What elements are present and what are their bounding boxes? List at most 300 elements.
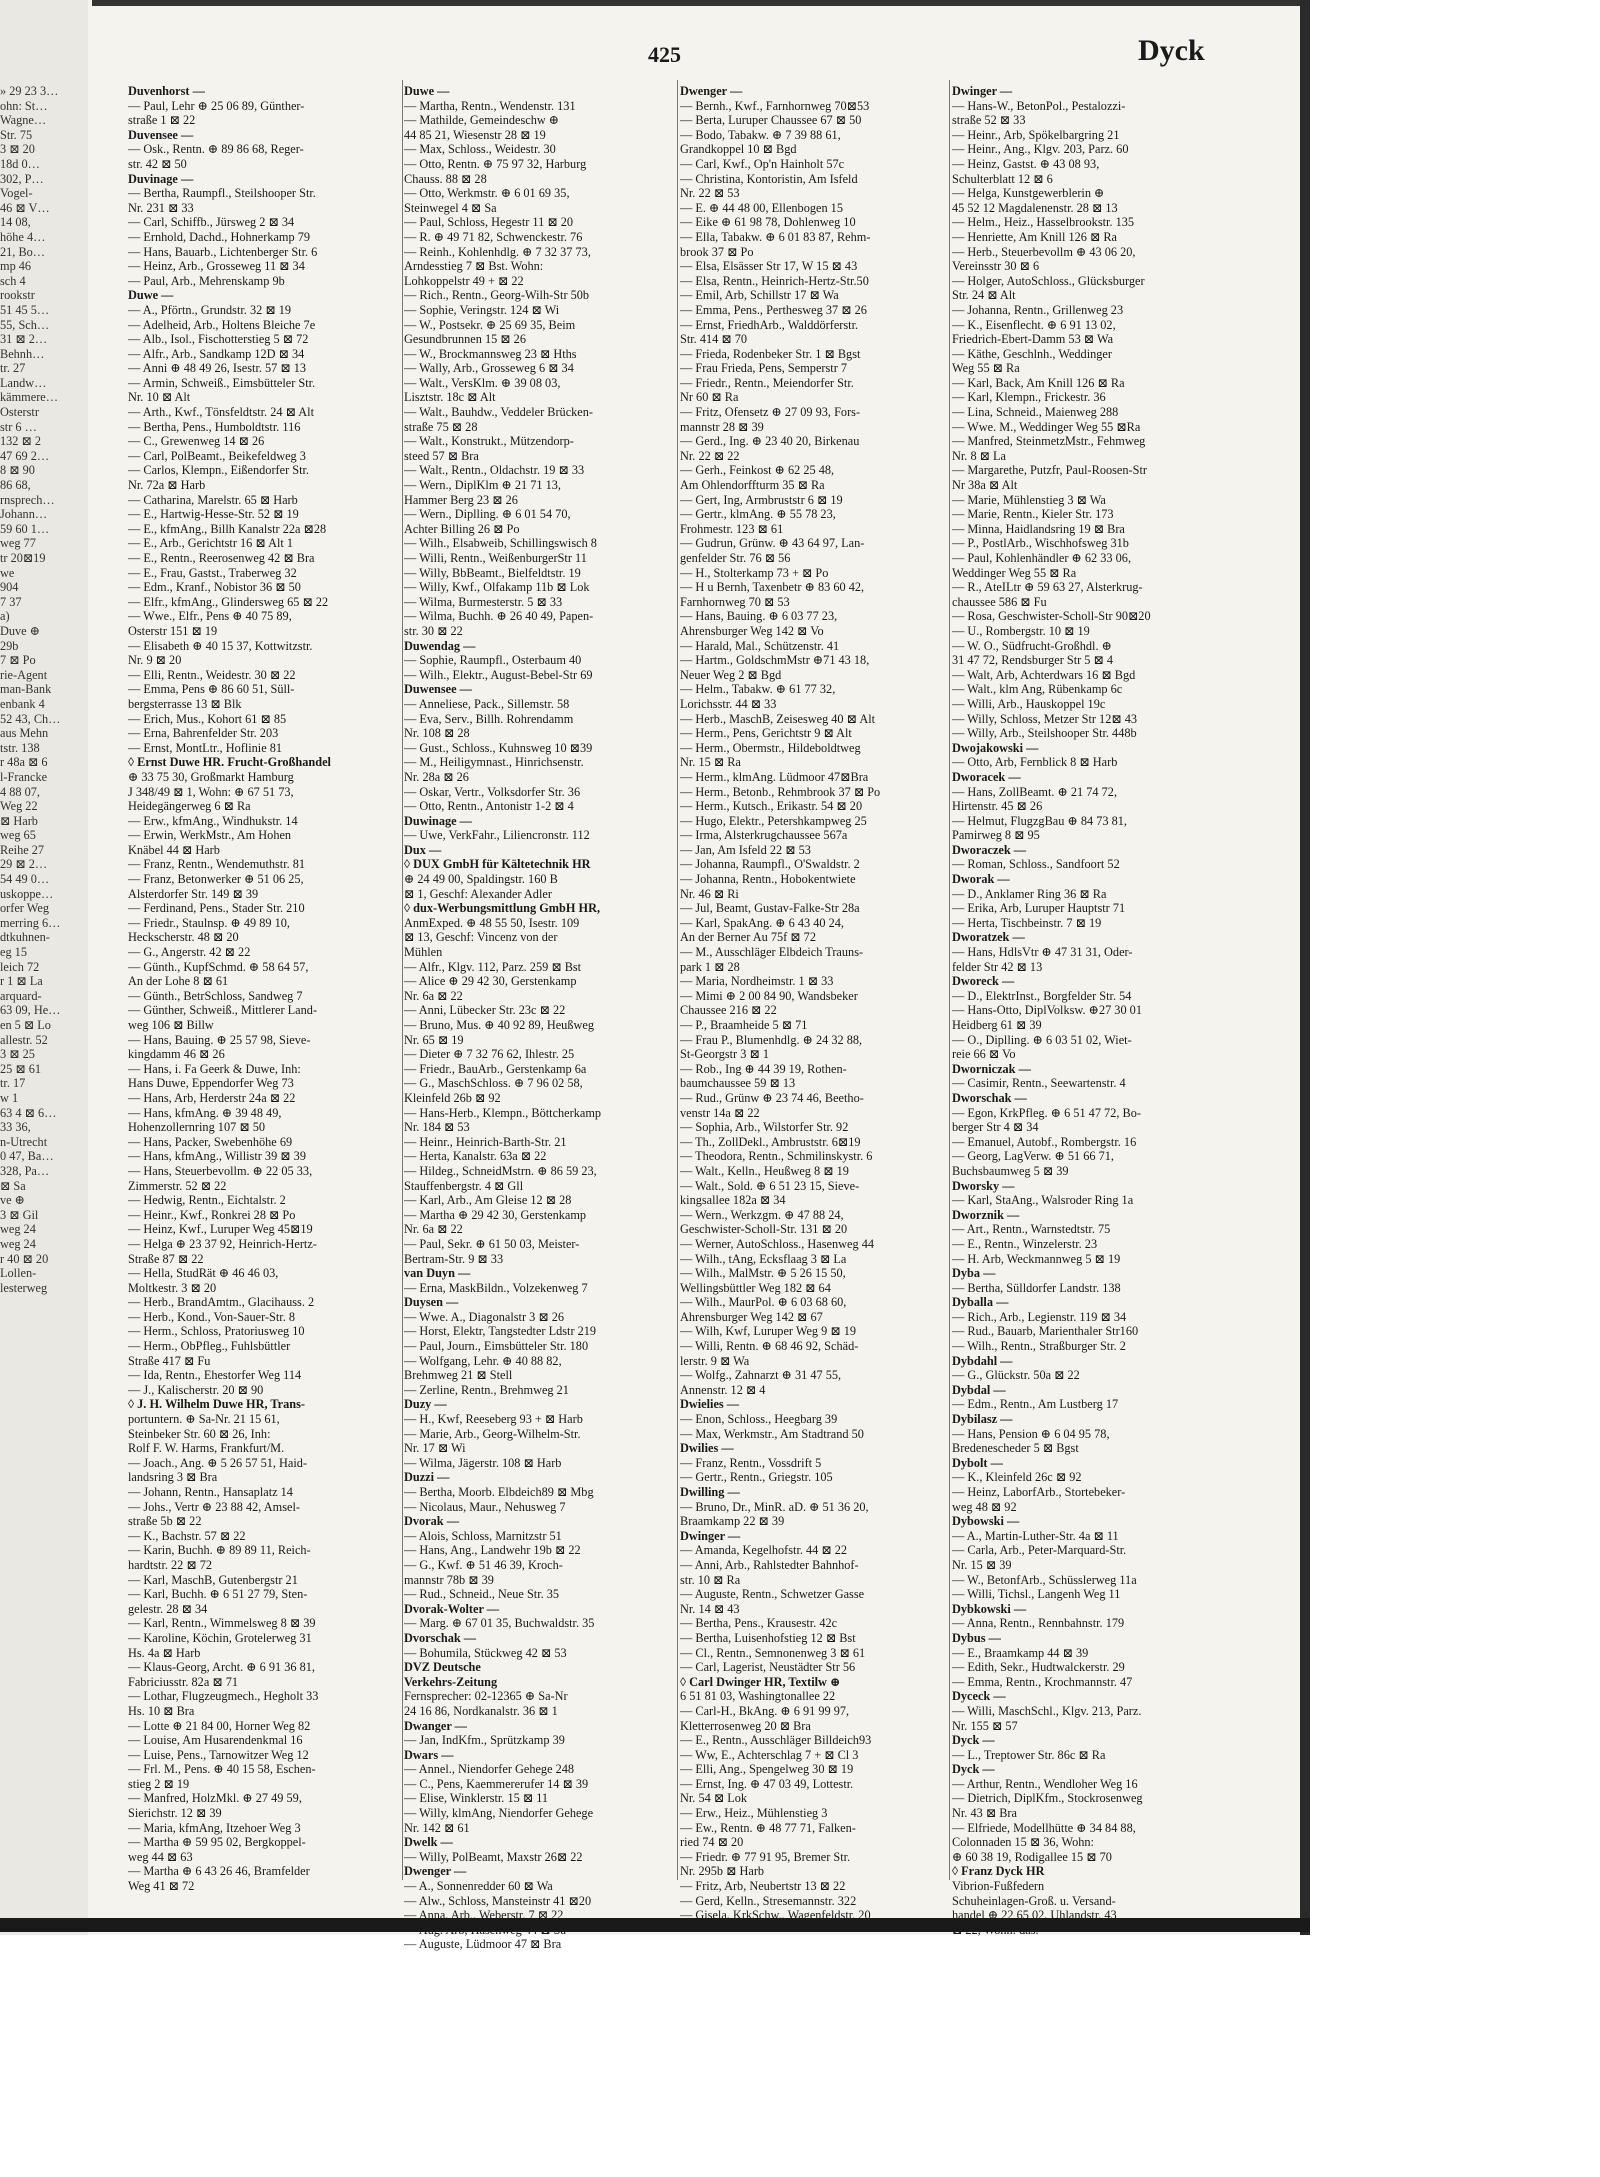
fragment-line: 8 ⊠ 90 bbox=[0, 463, 35, 478]
directory-entry-line: — Gerd., Ing. ⊕ 23 40 20, Birkenau bbox=[680, 434, 860, 449]
fragment-line: ⊠ Sa bbox=[0, 1178, 26, 1193]
fragment-line: aus Mehn bbox=[0, 726, 49, 741]
directory-entry-line: park 1 ⊠ 28 bbox=[680, 959, 740, 974]
fragment-line: Wagne… bbox=[0, 113, 47, 128]
directory-entry-line: — Horst, Elektr, Tangstedter Ldstr 219 bbox=[404, 1324, 597, 1339]
directory-entry-line: Str. 24 ⊠ Alt bbox=[952, 288, 1016, 303]
directory-entry-line: — Erna, Bahrenfelder Str. 203 bbox=[128, 726, 279, 741]
directory-entry-line: — Bertha, Pens., Humboldtstr. 116 bbox=[128, 419, 301, 434]
directory-entry-line: — Hans-Otto, DiplVolksw. ⊕27 30 01 bbox=[952, 1003, 1142, 1018]
directory-entry-line: Dybowski — bbox=[952, 1514, 1020, 1529]
directory-entry-line: — Franz, Rentn., Vossdrift 5 bbox=[680, 1455, 822, 1470]
directory-entry-line: — U., Rombergstr. 10 ⊠ 19 bbox=[952, 623, 1090, 638]
directory-entry-line: — Gisela, KrkSchw., Wagenfeldstr. 20 bbox=[680, 1908, 871, 1923]
directory-entry-line: Weg 55 ⊠ Ra bbox=[952, 361, 1020, 376]
directory-entry-line: Steinbeker Str. 60 ⊠ 26, Inh: bbox=[128, 1426, 271, 1441]
directory-entry-line: Hirtenstr. 45 ⊠ 26 bbox=[952, 799, 1043, 814]
directory-entry-line: — Helm., Tabakw. ⊕ 61 77 32, bbox=[680, 682, 836, 697]
directory-entry-line: — Erich, Mus., Kohort 61 ⊠ 85 bbox=[128, 711, 287, 726]
directory-entry-line: Dwinger — bbox=[952, 84, 1013, 98]
directory-entry-line: — D., Anklamer Ring 36 ⊠ Ra bbox=[952, 886, 1107, 901]
directory-entry-line: Buchsbaumweg 5 ⊠ 39 bbox=[952, 1163, 1069, 1178]
directory-entry-line: Bertram-Str. 9 ⊠ 33 bbox=[404, 1251, 504, 1266]
directory-entry-line: — Bertha, Pens., Krausestr. 42c bbox=[680, 1616, 838, 1631]
directory-entry-line: — M., Heiligymnast., Hinrichsenstr. bbox=[404, 755, 584, 770]
directory-entry-line: Bredenescheder 5 ⊠ Bgst bbox=[952, 1441, 1079, 1456]
directory-entry-line: — Frieda, Rodenbeker Str. 1 ⊠ Bgst bbox=[680, 346, 861, 361]
directory-entry-line: Schulterblatt 12 ⊠ 6 bbox=[952, 171, 1053, 186]
directory-entry-line: Dwilies — bbox=[680, 1441, 734, 1456]
directory-entry-line: — Anneliese, Pack., Sillemstr. 58 bbox=[404, 696, 570, 711]
directory-entry-line: — Wolfgang, Lehr. ⊕ 40 88 82, bbox=[404, 1353, 562, 1368]
directory-entry-line: — Luise, Pens., Tarnowitzer Weg 12 bbox=[128, 1747, 309, 1762]
column-rule bbox=[949, 80, 950, 1880]
directory-entry-line: — Willy, PolBeamt, Maxstr 26⊠ 22 bbox=[404, 1849, 583, 1864]
directory-entry-line: An der Lohe 8 ⊠ 61 bbox=[128, 974, 229, 989]
directory-entry-line: — E., kfmAng., Billh Kanalstr 22a ⊠28 bbox=[128, 521, 327, 536]
directory-entry-line: Nr. 8 ⊠ La bbox=[952, 448, 1007, 463]
directory-entry-line: Duvenhorst — bbox=[128, 84, 205, 98]
fragment-line: tr. 27 bbox=[0, 361, 26, 376]
directory-entry-line: — Elli, Ang., Spengelweg 30 ⊠ 19 bbox=[680, 1762, 854, 1777]
directory-entry-line: — Ferdinand, Pens., Stader Str. 210 bbox=[128, 901, 305, 916]
directory-entry-line: Fabriciusstr. 82a ⊠ 71 bbox=[128, 1674, 239, 1689]
directory-entry-line: Vibrion-Fußfedern bbox=[952, 1879, 1045, 1894]
directory-entry-line: ried 74 ⊠ 20 bbox=[680, 1835, 744, 1850]
directory-entry-line: ⊠ 22, Wohn: das. bbox=[952, 1922, 1039, 1937]
directory-entry-line: — Gert, Ing, Armbruststr 6 ⊠ 19 bbox=[680, 492, 843, 507]
directory-entry-line: — Maria, Nordheimstr. 1 ⊠ 33 bbox=[680, 974, 834, 989]
directory-entry-line: Dworniczak — bbox=[952, 1061, 1031, 1076]
directory-entry-line: ◊ Carl Dwinger HR, Textilw ⊕ bbox=[680, 1674, 841, 1689]
fragment-line: rie-Agent bbox=[0, 667, 48, 682]
directory-entry-line: — Erika, Arb, Luruper Hauptstr 71 bbox=[952, 901, 1126, 916]
directory-entry-line: gelestr. 28 ⊠ 34 bbox=[128, 1601, 208, 1616]
directory-entry-line: — E., Frau, Gastst., Traberweg 32 bbox=[128, 565, 297, 580]
fragment-line: ⊠ Harb bbox=[0, 813, 38, 828]
directory-entry-line: ◊ DUX GmbH für Kältetechnik HR bbox=[404, 857, 591, 872]
running-head: Dyck bbox=[1138, 34, 1205, 67]
fragment-line: arquard- bbox=[0, 988, 42, 1003]
directory-entry-line: — Frl. M., Pens. ⊕ 40 15 58, Eschen- bbox=[128, 1762, 316, 1777]
directory-entry-line: Nr 38a ⊠ Alt bbox=[952, 478, 1018, 493]
directory-entry-line: reie 66 ⊠ Vo bbox=[952, 1047, 1016, 1062]
directory-entry-line: — Herm., Schloss, Pratoriusweg 10 bbox=[128, 1324, 305, 1339]
directory-entry-line: — Rud., Schneid., Neue Str. 35 bbox=[404, 1587, 560, 1602]
directory-entry-line: — O., Diplling. ⊕ 6 03 51 02, Wiet- bbox=[952, 1032, 1132, 1047]
directory-entry-line: — Lina, Schneid., Maienweg 288 bbox=[952, 405, 1119, 420]
directory-entry-line: — Herm., Kutsch., Erikastr. 54 ⊠ 20 bbox=[680, 799, 863, 814]
directory-entry-line: — C., Grewenweg 14 ⊠ 26 bbox=[128, 434, 265, 449]
directory-entry-line: — Elsa, Elsässer Str 17, W 15 ⊠ 43 bbox=[680, 259, 858, 274]
directory-entry-line: — W., BetonfArb., Schüsslerweg 11a bbox=[952, 1572, 1137, 1587]
directory-entry-line: — Ew., Rentn. ⊕ 48 77 71, Falken- bbox=[680, 1820, 856, 1835]
fragment-line: Landw… bbox=[0, 375, 47, 390]
directory-entry-line: — Karl, Buchh. ⊕ 6 51 27 79, Sten- bbox=[128, 1587, 308, 1602]
directory-entry-line: Weddinger Weg 55 ⊠ Ra bbox=[952, 565, 1077, 580]
directory-entry-line: — G., MaschSchloss. ⊕ 7 96 02 58, bbox=[404, 1076, 583, 1091]
directory-entry-line: — H., Stolterkamp 73 + ⊠ Po bbox=[680, 565, 829, 580]
directory-entry-line: — Bohumila, Stückweg 42 ⊠ 53 bbox=[404, 1645, 567, 1660]
directory-entry-line: — Walt., Rentn., Oldachstr. 19 ⊠ 33 bbox=[404, 463, 585, 478]
directory-entry-line: — Heinz, Kwf., Luruper Weg 45⊠19 bbox=[128, 1222, 313, 1237]
directory-entry-line: — E., Braamkamp 44 ⊠ 39 bbox=[952, 1645, 1089, 1660]
directory-entry-line: Dwilling — bbox=[680, 1485, 740, 1499]
directory-entry-line: Dybus — bbox=[952, 1630, 1001, 1645]
directory-entry-line: — Alfr., Arb., Sandkamp 12D ⊠ 34 bbox=[128, 346, 305, 361]
directory-entry-line: — Willi, Rentn. ⊕ 68 46 92, Schäd- bbox=[680, 1339, 859, 1354]
fragment-line: 47 69 2… bbox=[0, 448, 50, 463]
directory-entry-line: — Wern., Diplling. ⊕ 6 01 54 70, bbox=[404, 507, 571, 522]
directory-entry-line: 31 47 72, Rendsburger Str 5 ⊠ 4 bbox=[952, 653, 1114, 668]
directory-entry-line: — Günth., KupfSchmd. ⊕ 58 64 57, bbox=[128, 959, 309, 974]
directory-entry-line: — Elli, Rentn., Weidestr. 30 ⊠ 22 bbox=[128, 667, 296, 682]
directory-entry-line: — P., Braamheide 5 ⊠ 71 bbox=[680, 1018, 808, 1032]
directory-entry-line: — Roman, Schloss., Sandfoort 52 bbox=[952, 857, 1120, 872]
directory-entry-line: — Cl., Rentn., Semnonenweg 3 ⊠ 61 bbox=[680, 1645, 866, 1660]
directory-entry-line: — Rob., Ing ⊕ 44 39 19, Rothen- bbox=[680, 1061, 847, 1076]
directory-entry-line: — Catharina, Marelstr. 65 ⊠ Harb bbox=[128, 492, 298, 507]
directory-entry-line: Nr. 14 ⊠ 43 bbox=[680, 1601, 740, 1616]
directory-entry-line: — Walt., Konstrukt., Mützendorp- bbox=[404, 434, 574, 449]
directory-entry-line: — Edm., Rentn., Am Lustberg 17 bbox=[952, 1397, 1119, 1412]
directory-entry-line: — Hella, StudRät ⊕ 46 46 03, bbox=[128, 1266, 279, 1281]
directory-entry-line: — Uwe, VerkFahr., Liliencronstr. 112 bbox=[404, 828, 590, 843]
directory-entry-line: — Hans, Steuerbevollm. ⊕ 22 05 33, bbox=[128, 1163, 313, 1178]
directory-entry-line: van Duyn — bbox=[404, 1266, 471, 1281]
directory-entry-line: — Wilma, Buchh. ⊕ 26 40 49, Papen- bbox=[404, 609, 594, 624]
fragment-line: 7 37 bbox=[0, 594, 22, 609]
directory-entry-line: str. 30 ⊠ 22 bbox=[404, 623, 463, 638]
directory-entry-line: — Walt, Arb, Achterdwars 16 ⊠ Bgd bbox=[952, 667, 1136, 682]
directory-entry-line: kingsallee 182a ⊠ 34 bbox=[680, 1193, 786, 1208]
directory-entry-line: Nr. 22 ⊠ 22 bbox=[680, 448, 740, 463]
directory-entry-line: — Herm., Obermstr., Hildeboldtweg bbox=[680, 740, 861, 755]
directory-entry-line: venstr 14a ⊠ 22 bbox=[680, 1105, 760, 1120]
directory-entry-line: Verkehrs-Zeitung bbox=[404, 1674, 498, 1689]
directory-entry-line: — Auguste, Lüdmoor 47 ⊠ Bra bbox=[404, 1937, 562, 1952]
column-rule bbox=[677, 80, 678, 1880]
directory-entry-line: — Gerh., Feinkost ⊕ 62 25 48, bbox=[680, 463, 835, 478]
fragment-line: 29 ⊠ 2… bbox=[0, 857, 48, 872]
directory-entry-line: — Hedwig, Rentn., Eichtalstr. 2 bbox=[128, 1193, 286, 1208]
fragment-line: 86 68, bbox=[0, 478, 31, 493]
fragment-line: a) bbox=[0, 609, 10, 624]
directory-entry-line: — Wwe., Elfr., Pens ⊕ 40 75 89, bbox=[128, 609, 292, 624]
directory-column-4 bbox=[952, 84, 1242, 1937]
directory-entry-line: — Heinr., Heinrich-Barth-Str. 21 bbox=[404, 1134, 567, 1149]
directory-entry-line: — Holger, AutoSchloss., Glücksburger bbox=[952, 273, 1145, 288]
directory-entry-line: — Bodo, Tabakw. ⊕ 7 39 88 61, bbox=[680, 127, 841, 142]
directory-entry-line: — Dieter ⊕ 7 32 76 62, Ihlestr. 25 bbox=[404, 1047, 575, 1062]
directory-entry-line: — Frau P., Blumenhdlg. ⊕ 24 32 88, bbox=[680, 1032, 863, 1047]
directory-entry-line: — Ernst, MontLtr., Hoflinie 81 bbox=[128, 740, 283, 755]
directory-entry-line: — Louise, Am Husarendenkmal 16 bbox=[128, 1733, 303, 1748]
directory-entry-line: Nr. 231 ⊠ 33 bbox=[128, 200, 194, 215]
directory-entry-line: Ahrensburger Weg 142 ⊠ Vo bbox=[680, 623, 824, 638]
fragment-line: Weg 22 bbox=[0, 799, 38, 814]
directory-entry-line: Heidberg 61 ⊠ 39 bbox=[952, 1018, 1042, 1032]
directory-entry-line: — Anni ⊕ 48 49 26, Isestr. 57 ⊠ 13 bbox=[128, 361, 307, 376]
directory-entry-line: — L., Treptower Str. 86c ⊠ Ra bbox=[952, 1747, 1106, 1762]
directory-entry-line: — Christina, Kontoristin, Am Isfeld bbox=[680, 171, 858, 186]
directory-entry-line: — Mimi ⊕ 2 00 84 90, Wandsbeker bbox=[680, 988, 858, 1003]
directory-entry-line: — Rich., Arb., Legienstr. 119 ⊠ 34 bbox=[952, 1309, 1127, 1324]
directory-entry-line: — K., Bachstr. 57 ⊠ 22 bbox=[128, 1528, 246, 1543]
fragment-line: weg 65 bbox=[0, 828, 36, 843]
directory-entry-line: — Gerd, Kelln., Stresemannstr. 322 bbox=[680, 1893, 857, 1908]
directory-entry-line: — Herb., Steuerbevollm ⊕ 43 06 20, bbox=[952, 244, 1136, 259]
directory-entry-line: — Heinz, Gastst. ⊕ 43 08 93, bbox=[952, 156, 1100, 171]
fragment-line: 3 ⊠ Gil bbox=[0, 1207, 39, 1222]
directory-entry-line: — Willy, Kwf., Olfakamp 11b ⊠ Lok bbox=[404, 580, 590, 595]
page-top-edge bbox=[92, 0, 1302, 6]
directory-entry-line: — W. O., Südfrucht-Großhdl. ⊕ bbox=[952, 638, 1112, 653]
directory-entry-line: — Lothar, Flugzeugmech., Hegholt 33 bbox=[128, 1689, 319, 1704]
directory-entry-line: — Amanda, Kegelhofstr. 44 ⊠ 22 bbox=[680, 1543, 848, 1558]
directory-entry-line: — Paul, Lehr ⊕ 25 06 89, Günther- bbox=[128, 98, 305, 113]
directory-entry-line: — Bruno, Dr., MinR. aD. ⊕ 51 36 20, bbox=[680, 1499, 869, 1514]
directory-entry-line: — Minna, Haidlandsring 19 ⊠ Bra bbox=[952, 521, 1125, 536]
directory-entry-line: — Johanna, Rentn., Grillenweg 23 bbox=[952, 302, 1124, 317]
fragment-line: tr. 17 bbox=[0, 1076, 26, 1091]
page-number: 425 bbox=[648, 42, 681, 67]
directory-entry-line: — Gudrun, Grünw. ⊕ 43 64 97, Lan- bbox=[680, 536, 865, 551]
directory-entry-line: Rolf F. W. Harms, Frankfurt/M. bbox=[128, 1441, 285, 1456]
directory-entry-line: — Emma, Pens., Perthesweg 37 ⊠ 26 bbox=[680, 302, 867, 317]
directory-entry-line: — Walt., VersKlm. ⊕ 39 08 03, bbox=[404, 375, 561, 390]
directory-entry-line: — Paul, Journ., Eimsbütteler Str. 180 bbox=[404, 1339, 589, 1354]
directory-entry-line: Pamirweg 8 ⊠ 95 bbox=[952, 828, 1040, 843]
directory-entry-line: Achter Billing 26 ⊠ Po bbox=[404, 521, 520, 536]
directory-entry-line: Geschwister-Scholl-Str. 131 ⊠ 20 bbox=[680, 1222, 848, 1237]
directory-entry-line: Straße 417 ⊠ Fu bbox=[128, 1353, 211, 1368]
directory-entry-line: — Wilh., Elsabweib, Schillingswisch 8 bbox=[404, 536, 597, 551]
directory-entry-line: — Ernhold, Dachd., Hohnerkamp 79 bbox=[128, 229, 311, 244]
directory-entry-line: Dvorschak — bbox=[404, 1630, 477, 1645]
directory-entry-line: Nr. 9 ⊠ 20 bbox=[128, 653, 182, 668]
fragment-line: 51 45 5… bbox=[0, 302, 50, 317]
directory-entry-line: — Herb., MaschB, Zeisesweg 40 ⊠ Alt bbox=[680, 711, 876, 726]
directory-entry-line: — Franz, Rentn., Wendemuthstr. 81 bbox=[128, 857, 306, 872]
directory-entry-line: J 348/49 ⊠ 1, Wohn: ⊕ 67 51 73, bbox=[128, 784, 294, 799]
directory-entry-line: kingdamm 46 ⊠ 26 bbox=[128, 1047, 225, 1062]
fragment-line: r 40 ⊠ 20 bbox=[0, 1251, 49, 1266]
directory-entry-line: mannstr 78b ⊠ 39 bbox=[404, 1572, 494, 1587]
directory-entry-line: — H. Arb, Weckmannweg 5 ⊠ 19 bbox=[952, 1251, 1121, 1266]
directory-entry-line: — Marie, Rentn., Kieler Str. 173 bbox=[952, 507, 1114, 522]
directory-entry-line: — Paul, Sekr. ⊕ 61 50 03, Meister- bbox=[404, 1236, 580, 1251]
directory-entry-line: — Walt., Bauhdw., Veddeler Brücken- bbox=[404, 405, 593, 420]
directory-entry-line: — Zerline, Rentn., Brehmweg 21 bbox=[404, 1382, 569, 1397]
directory-entry-line: — Karl, MaschB, Gutenbergstr 21 bbox=[128, 1572, 298, 1587]
directory-entry-line: — Hans, kfmAng., Willistr 39 ⊠ 39 bbox=[128, 1149, 306, 1164]
directory-entry-line: Hs. 10 ⊠ Bra bbox=[128, 1703, 195, 1718]
directory-entry-line: — Martha, Rentn., Wendenstr. 131 bbox=[404, 98, 576, 113]
directory-entry-line: Hammer Berg 23 ⊠ 26 bbox=[404, 492, 518, 507]
directory-entry-line: felder Str 42 ⊠ 13 bbox=[952, 959, 1043, 974]
directory-entry-line: — Emanuel, Autobf., Rombergstr. 16 bbox=[952, 1134, 1137, 1149]
directory-entry-line: — Enon, Schloss., Heegbarg 39 bbox=[680, 1412, 838, 1427]
fragment-line: enbank 4 bbox=[0, 696, 45, 711]
directory-entry-line: Duysen — bbox=[404, 1295, 459, 1310]
directory-entry-line: Moltkestr. 3 ⊠ 20 bbox=[128, 1280, 217, 1295]
directory-entry-line: Brehmweg 21 ⊠ Stell bbox=[404, 1368, 513, 1383]
directory-entry-line: — Wwe. A., Diagonalstr 3 ⊠ 26 bbox=[404, 1309, 565, 1324]
directory-entry-line: — Hans, Arb, Herderstr 24a ⊠ 22 bbox=[128, 1090, 296, 1105]
directory-entry-line: — Willy, Schloss, Metzer Str 12⊠ 43 bbox=[952, 711, 1138, 726]
directory-entry-line: — Herm., ObPfleg., Fuhlsbüttler bbox=[128, 1339, 291, 1354]
directory-entry-line: — Werner, AutoSchloss., Hasenweg 44 bbox=[680, 1236, 874, 1251]
directory-entry-line: Duwe — bbox=[128, 288, 174, 303]
directory-entry-line: stieg 2 ⊠ 19 bbox=[128, 1776, 190, 1791]
fragment-line: 0 47, Ba… bbox=[0, 1149, 54, 1164]
directory-entry-line: Nr. 72a ⊠ Harb bbox=[128, 478, 206, 493]
directory-entry-line: — Eike ⊕ 61 98 78, Dohlenweg 10 bbox=[680, 215, 856, 230]
directory-entry-line: — Art., Rentn., Warnstedtstr. 75 bbox=[952, 1222, 1111, 1237]
directory-entry-line: ⊕ 24 49 00, Spaldingstr. 160 B bbox=[404, 872, 558, 887]
directory-entry-line: — Herm., Pens, Gerichtstr 9 ⊠ Alt bbox=[680, 726, 852, 741]
fragment-line: 4 88 07, bbox=[0, 784, 40, 799]
directory-entry-line: Nr. 155 ⊠ 57 bbox=[952, 1718, 1018, 1733]
directory-entry-line: — Martha ⊕ 29 42 30, Gerstenkamp bbox=[404, 1207, 587, 1222]
fragment-line: weg 24 bbox=[0, 1222, 36, 1237]
directory-entry-line: — G., Angerstr. 42 ⊠ 22 bbox=[128, 945, 251, 960]
directory-entry-line: — Elise, Winklerstr. 15 ⊠ 11 bbox=[404, 1791, 549, 1806]
fragment-line: r 48a ⊠ 6 bbox=[0, 755, 48, 770]
directory-entry-line: Chauss. 88 ⊠ 28 bbox=[404, 171, 487, 186]
directory-entry-line: — Annel., Niendorfer Gehege 248 bbox=[404, 1762, 575, 1777]
directory-entry-line: — Friedr., Rentn., Meiendorfer Str. bbox=[680, 375, 854, 390]
fragment-line: w 1 bbox=[0, 1090, 19, 1105]
directory-entry-line: — Walt., Kelln., Heußweg 8 ⊠ 19 bbox=[680, 1163, 849, 1178]
directory-entry-line: — A., Pförtn., Grundstr. 32 ⊠ 19 bbox=[128, 302, 291, 317]
directory-entry-line: — Aug. Arb, Hasenweg 44 ⊠ Sa bbox=[404, 1922, 566, 1937]
directory-entry-line: — Carl, PolBeamt., Beikefeldweg 3 bbox=[128, 448, 306, 463]
directory-entry-line: — H., Kwf, Reeseberg 93 + ⊠ Harb bbox=[404, 1412, 583, 1427]
directory-entry-line: — Willi, Arb., Hauskoppel 19c bbox=[952, 696, 1106, 711]
directory-entry-line: — Gust., Schloss., Kuhnsweg 10 ⊠39 bbox=[404, 740, 593, 755]
directory-entry-line: ◊ Ernst Duwe HR. Frucht-Großhandel bbox=[128, 755, 331, 770]
directory-entry-line: Farnhornweg 70 ⊠ 53 bbox=[680, 594, 790, 609]
directory-entry-line: — Herm., klmAng. Lüdmoor 47⊠Bra bbox=[680, 769, 869, 784]
directory-entry-line: Gesundbrunnen 15 ⊠ 26 bbox=[404, 332, 526, 347]
directory-entry-line: — Bertha, Sülldorfer Landstr. 138 bbox=[952, 1280, 1121, 1295]
directory-entry-line: — Hans, i. Fa Geerk & Duwe, Inh: bbox=[128, 1061, 301, 1076]
directory-entry-line: — Ww, E., Achterschlag 7 + ⊠ Cl 3 bbox=[680, 1747, 859, 1762]
directory-entry-line: — Mathilde, Gemeindeschw ⊕ bbox=[404, 113, 560, 128]
directory-entry-line: — Wilh., MaurPol. ⊕ 6 03 68 60, bbox=[680, 1295, 847, 1310]
fragment-line: höhe 4… bbox=[0, 229, 46, 244]
directory-entry-line: — Heinr., Kwf., Ronkrei 28 ⊠ Po bbox=[128, 1207, 296, 1222]
directory-entry-line: — Käthe, Geschlnh., Weddinger bbox=[952, 346, 1112, 361]
directory-entry-line: Dyck — bbox=[952, 1762, 995, 1777]
directory-entry-line: — Egon, KrkPfleg. ⊕ 6 51 47 72, Bo- bbox=[952, 1105, 1141, 1120]
directory-entry-line: ◊ J. H. Wilhelm Duwe HR, Trans- bbox=[128, 1397, 305, 1412]
directory-entry-line: Nr. 28a ⊠ 26 bbox=[404, 769, 469, 784]
directory-entry-line: — Ella, Tabakw. ⊕ 6 01 83 87, Rehm- bbox=[680, 229, 871, 244]
directory-entry-line: bergsterrasse 13 ⊠ Blk bbox=[128, 696, 242, 711]
directory-entry-line: Grandkoppel 10 ⊠ Bgd bbox=[680, 142, 797, 157]
directory-entry-line: — Hans, kfmAng. ⊕ 39 48 49, bbox=[128, 1105, 282, 1120]
directory-entry-line: — Jan, IndKfm., Sprützkamp 39 bbox=[404, 1733, 565, 1748]
directory-entry-line: Dworznik — bbox=[952, 1207, 1020, 1222]
directory-entry-line: — Wally, Arb., Grosseweg 6 ⊠ 34 bbox=[404, 361, 574, 376]
directory-entry-line: Dwenger — bbox=[404, 1864, 467, 1879]
fragment-line: Lollen- bbox=[0, 1266, 37, 1281]
directory-entry-line: — Erna, MaskBildn., Volzekenweg 7 bbox=[404, 1280, 588, 1295]
directory-entry-line: — Franz, Betonwerker ⊕ 51 06 25, bbox=[128, 872, 304, 887]
fragment-line: 63 4 ⊠ 6… bbox=[0, 1105, 57, 1120]
directory-entry-line: — Hans-W., BetonPol., Pestalozzi- bbox=[952, 98, 1126, 113]
directory-entry-line: — Wolfg., Zahnarzt ⊕ 31 47 55, bbox=[680, 1368, 842, 1383]
directory-entry-line: Dyba — bbox=[952, 1266, 996, 1281]
directory-entry-line: — Heinr., Ang., Klgv. 203, Parz. 60 bbox=[952, 142, 1129, 157]
directory-entry-line: — Emma, Pens ⊕ 86 60 51, Süll- bbox=[128, 682, 295, 697]
directory-entry-line: — Hans, Ang., Landwehr 19b ⊠ 22 bbox=[404, 1543, 581, 1558]
directory-entry-line: — Alb., Isol., Fischotterstieg 5 ⊠ 72 bbox=[128, 332, 309, 347]
directory-entry-line: Dvorak — bbox=[404, 1514, 459, 1529]
directory-entry-line: 45 52 12 Magdalenenstr. 28 ⊠ 13 bbox=[952, 200, 1118, 215]
directory-entry-line: — Erw., Heiz., Mühlenstieg 3 bbox=[680, 1806, 828, 1821]
fragment-line: 14 08, bbox=[0, 215, 31, 230]
directory-entry-line: — Frau Frieda, Pens, Semperstr 7 bbox=[680, 361, 848, 376]
directory-entry-line: — Sophia, Arb., Wilstorfer Str. 92 bbox=[680, 1120, 849, 1135]
directory-entry-line: berger Str 4 ⊠ 34 bbox=[952, 1120, 1039, 1135]
fragment-line: Reihe 27 bbox=[0, 842, 45, 857]
fragment-line: rnsprech… bbox=[0, 492, 55, 507]
directory-entry-line: Annenstr. 12 ⊠ 4 bbox=[680, 1382, 766, 1397]
directory-entry-line: — A., Martin-Luther-Str. 4a ⊠ 11 bbox=[952, 1528, 1119, 1543]
directory-entry-line: ◊ Franz Dyck HR bbox=[952, 1864, 1045, 1879]
directory-entry-line: ⊠ 1, Geschf: Alexander Adler bbox=[404, 886, 552, 901]
directory-entry-line: Dworatzek — bbox=[952, 930, 1025, 945]
fragment-line: 59 60 1… bbox=[0, 521, 50, 536]
directory-entry-line: — Alw., Schloss, Mansteinstr 41 ⊠20 bbox=[404, 1893, 592, 1908]
directory-entry-line: Dyballa — bbox=[952, 1295, 1009, 1310]
directory-entry-line: Dux — bbox=[404, 842, 442, 857]
directory-entry-line: straße 1 ⊠ 22 bbox=[128, 113, 196, 128]
directory-entry-line: — Hartm., GoldschmMstr ⊕71 43 18, bbox=[680, 653, 870, 668]
directory-entry-line: Hohenzollernring 107 ⊠ 50 bbox=[128, 1120, 266, 1135]
directory-entry-line: — Ernst, FriedhArb., Walddörferstr. bbox=[680, 317, 859, 332]
directory-entry-line: — Lotte ⊕ 21 84 00, Horner Weg 82 bbox=[128, 1718, 311, 1733]
directory-entry-line: — D., ElektrInst., Borgfelder Str. 54 bbox=[952, 988, 1132, 1003]
directory-entry-line: — Hans, Bauing. ⊕ 25 57 98, Sieve- bbox=[128, 1032, 311, 1047]
directory-entry-line: — Günth., BetrSchloss, Sandweg 7 bbox=[128, 988, 303, 1003]
directory-entry-line: Kleinfeld 26b ⊠ 92 bbox=[404, 1090, 501, 1105]
directory-entry-line: — Martha ⊕ 6 43 26 46, Bramfelder bbox=[128, 1864, 310, 1879]
directory-entry-line: — Carl, Lagerist, Neustädter Str 56 bbox=[680, 1660, 856, 1675]
directory-entry-line: An der Berner Au 75f ⊠ 72 bbox=[680, 930, 816, 945]
directory-entry-line: Ahrensburger Weg 142 ⊠ 67 bbox=[680, 1309, 823, 1324]
directory-entry-line: mannstr 28 ⊠ 39 bbox=[680, 419, 764, 434]
directory-entry-line: Lisztstr. 18c ⊠ Alt bbox=[404, 390, 496, 405]
page-right-edge bbox=[1300, 0, 1310, 1935]
directory-entry-line: — Carl, Kwf., Op'n Hainholt 57c bbox=[680, 156, 845, 171]
directory-entry-line: 44 85 21, Wiesenstr 28 ⊠ 19 bbox=[404, 127, 546, 142]
directory-entry-line: Dworschak — bbox=[952, 1090, 1027, 1105]
directory-entry-line: Dybilasz — bbox=[952, 1412, 1013, 1427]
directory-entry-line: — Hildeg., SchneidMstrn. ⊕ 86 59 23, bbox=[404, 1163, 597, 1178]
fragment-line: rookstr bbox=[0, 288, 35, 303]
directory-entry-line: — Wilh., MalMstr. ⊕ 5 26 15 50, bbox=[680, 1266, 846, 1281]
directory-entry-line: — Casimir, Rentn., Seewartenstr. 4 bbox=[952, 1076, 1126, 1091]
fragment-line: r 1 ⊠ La bbox=[0, 974, 43, 989]
directory-entry-line: Duzzi — bbox=[404, 1470, 450, 1485]
fragment-line: kämmere… bbox=[0, 390, 59, 405]
fragment-line: 31 ⊠ 2… bbox=[0, 332, 48, 347]
